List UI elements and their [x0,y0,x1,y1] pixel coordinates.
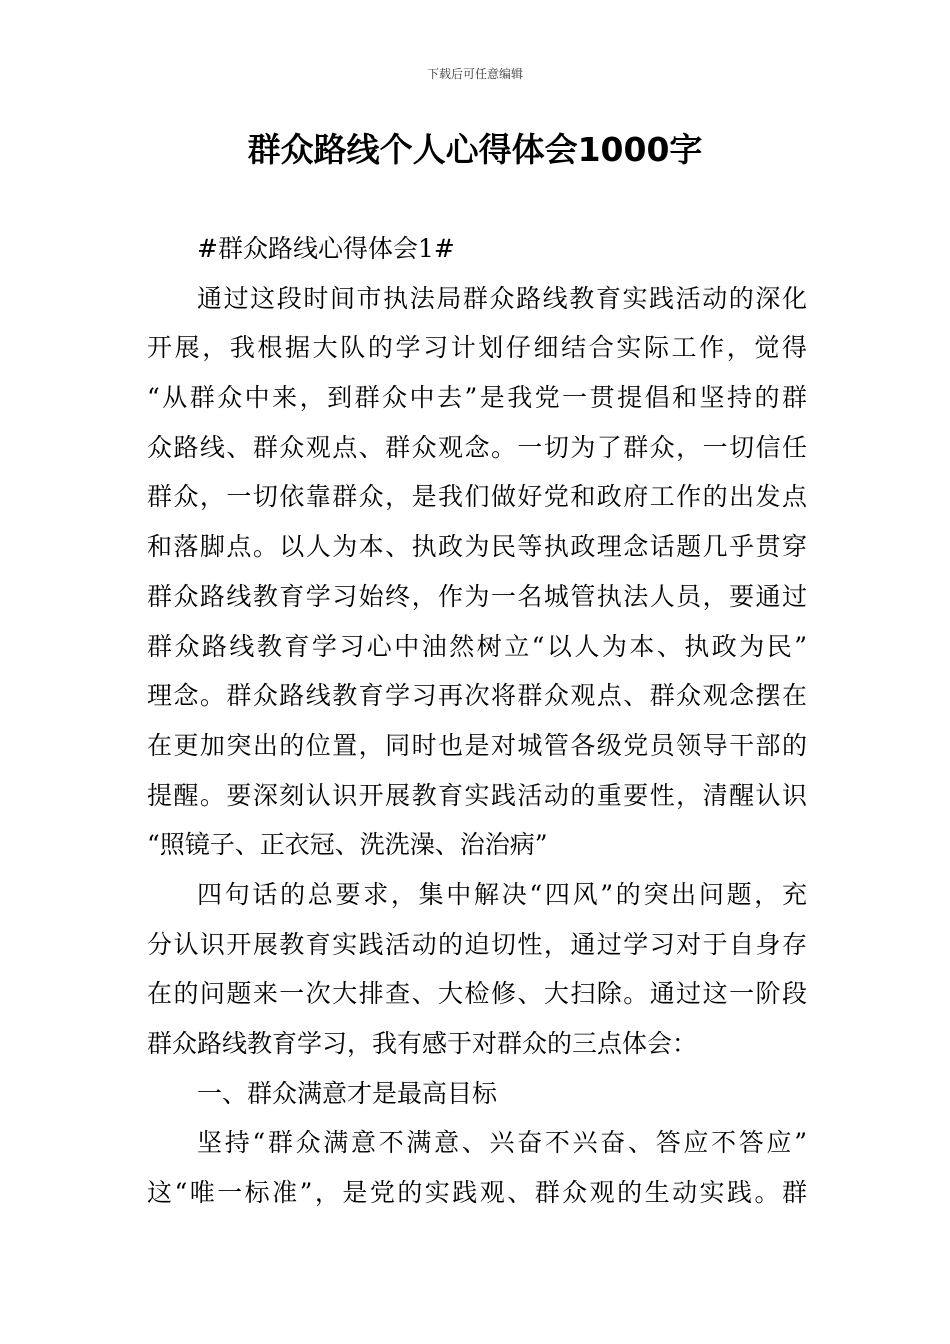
text-line [147,423,807,473]
text-line-content: 四句话的总要求，集中解决“四风”的突出问题，充 [197,879,807,909]
text-line [147,870,807,920]
text-line [147,820,807,870]
text-line [147,671,807,721]
text-line-content: 这“唯一标准”，是党的实践观、群众观的生动实践。群 [147,1178,807,1208]
text-line-content: “照镜子、正衣冠、洗洗澡、治治病” [147,830,548,860]
text-line-content: 一、群众满意才是最高目标 [197,1078,498,1108]
text-line-content: 分认识开展教育实践活动的迫切性，通过学习对于自身存 [147,929,807,959]
text-line-content: 群众路线教育学习心中油然树立“以人为本、执政为民” [147,631,807,661]
text-line [147,323,807,373]
text-line [147,522,807,572]
header-note: 下载后可任意编辑 [426,67,523,81]
text-line-content: 通过这段时间市执法局群众路线教育实践活动的深化 [197,283,807,313]
text-line-content: 坚持“群众满意不满意、兴奋不兴奋、答应不答应” [197,1128,807,1158]
text-line [147,1019,807,1069]
text-line [147,373,807,423]
text-line [147,572,807,622]
text-line-content: 众路线、群众观点、群众观念。一切为了群众，一切信任 [147,432,807,462]
text-line [147,1168,807,1218]
text-line [147,622,807,672]
text-line [147,721,807,771]
text-line [147,920,807,970]
text-line-content: 在的问题来一次大排查、大检修、大扫除。通过这一阶段 [147,979,807,1009]
text-line-content: 和落脚点。以人为本、执政为民等执政理念话题几乎贯穿 [147,532,807,562]
text-line [147,771,807,821]
text-line-content: 理念。群众路线教育学习再次将群众观点、群众观念摆在 [147,681,807,711]
text-line-content: 群众路线教育学习始终，作为一名城管执法人员，要通过 [147,581,807,611]
text-line [147,1118,807,1168]
text-line-content: “从群众中来，到群众中去”是我党一贯提倡和坚持的群 [147,383,807,413]
text-line [147,472,807,522]
document-title: 群众路线个人心得体会1000字 [247,130,703,169]
text-line [147,969,807,1019]
text-line [147,224,807,274]
text-line-content: 群众，一切依靠群众，是我们做好党和政府工作的出发点 [147,482,807,512]
text-line [147,274,807,324]
text-line-content: 群众路线教育学习，我有感于对群众的三点体会： [147,1029,698,1058]
text-line [147,1069,807,1119]
document-body [147,224,807,1218]
text-line-content: 开展，我根据大队的学习计划仔细结合实际工作，觉得 [147,333,807,363]
text-line-content: 在更加突出的位置，同时也是对城管各级党员领导干部的 [147,730,807,760]
text-line-content: 提醒。要深刻认识开展教育实践活动的重要性，清醒认识 [147,780,807,810]
text-line-content: #群众路线心得体会1# [197,234,455,263]
